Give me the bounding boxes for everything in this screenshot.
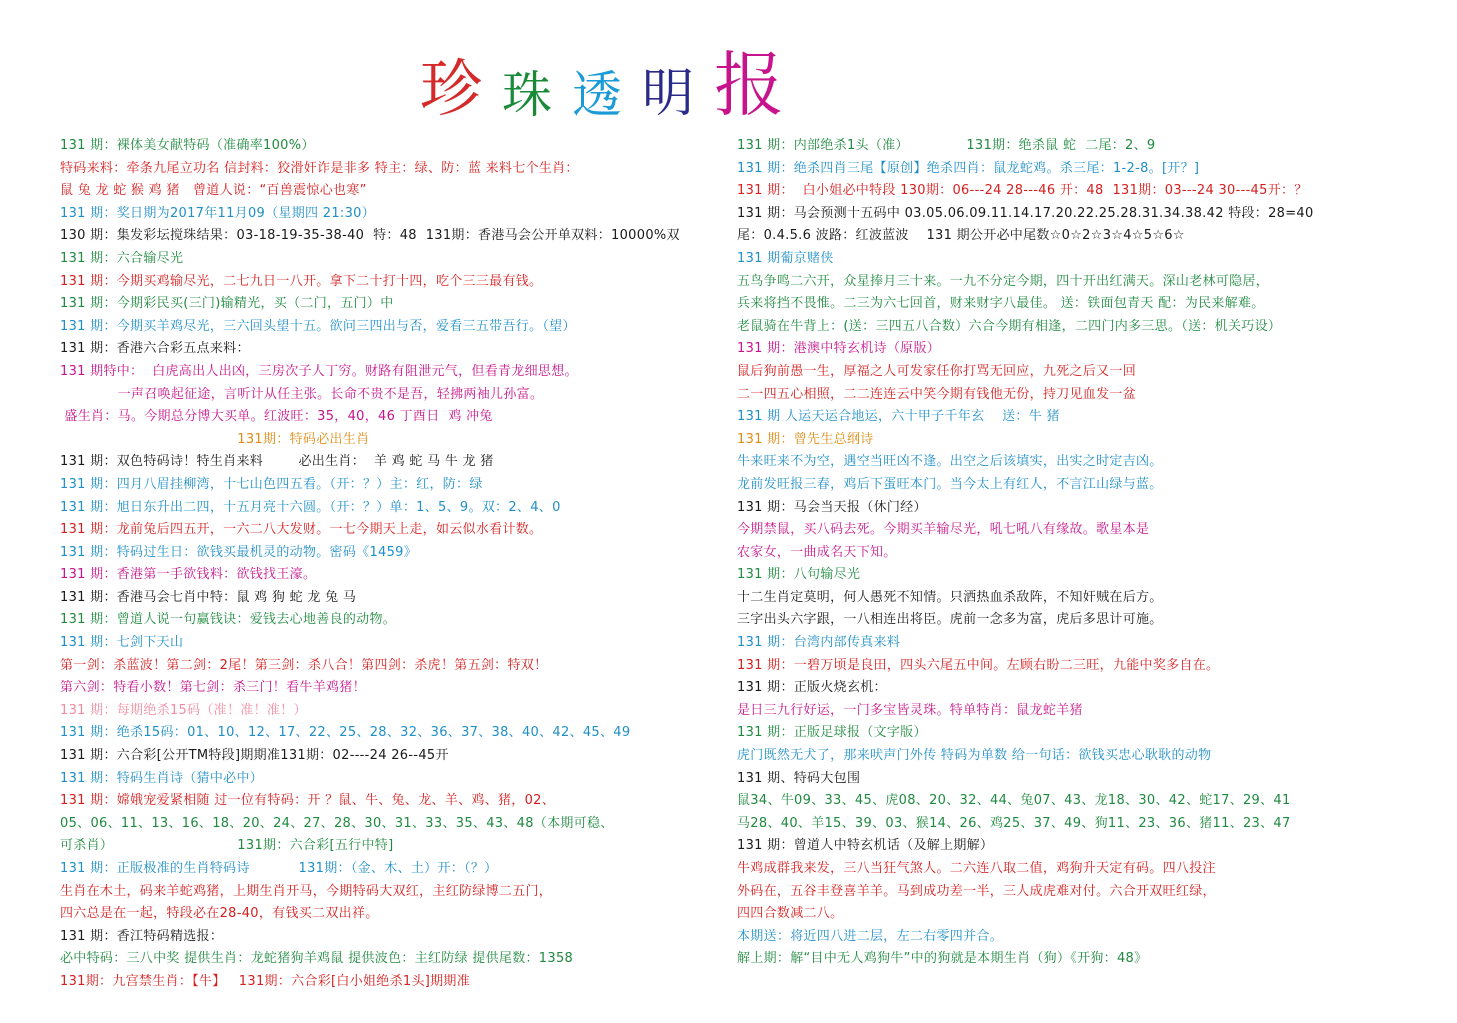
text-line: 鼠34、牛09、33、45、虎08、20、32、44、兔07、43、龙18、30、42、蛇17、29、41 <box>737 793 1291 809</box>
text-line: 是日三九行好运，一门多宝皆灵珠。特单特肖：鼠龙蛇羊猪 <box>737 702 1083 718</box>
text-line: 131 期：四月八眉挂柳湾，十七山色四五看。（开：？）主：红，防：绿 <box>60 476 483 492</box>
text-line: 牛鸡成群我来发，三八当狂气煞人。二六连八取二值，鸡狗升天定有码。四八投注 <box>737 861 1216 876</box>
text-line: 虎门既然无犬了，那来吠声门外传 特码为单数 给一句话：欲钱买忠心耿耿的动物 <box>737 748 1212 764</box>
text-line: 本期送：将近四八进二层，左二右零四并合。 <box>737 928 1004 944</box>
text-line: 131 期：嫦娥宠爱紧相随 过一位有特码：开 ？鼠、牛、兔、龙、羊、鸡、猪，02、 <box>60 793 556 809</box>
text-line: 农家女，一曲成名天下知。 <box>737 544 897 560</box>
text-line: 131 期：奖日期为2017年11月09（星期四 21:30） <box>60 205 376 221</box>
text-line: 131 期：每期绝杀15码（准！准！准！） <box>60 702 307 718</box>
text-line: 四四合数减二八。 <box>737 906 844 922</box>
text-line: 131 期：马会当天报（休门经） <box>737 499 927 515</box>
text-line: 第一剑：杀蓝波！第二剑：2尾！第三剑：杀八合！第四剑：杀虎！第五剑：特双！ <box>60 657 548 673</box>
text-line: 131 期：港澳中特玄机诗（原版） <box>737 341 941 357</box>
text-line: 可杀肖） 131期：六合彩[五行中特] <box>60 838 394 854</box>
text-line: 131 期：绝杀15码：01、10、12、17、22、25、28、32、36、37、38、40、42、45、49 <box>60 725 631 741</box>
text-line: 兵来将挡不畏惟。二三为六七回首，财来财字八最佳。 送：铁面包青天 配：为民来解难。 <box>737 296 1265 312</box>
text-line: 131 期：龙前兔后四五开，一六二八大发财。一七今期天上走，如云似水看计数。 <box>60 522 543 538</box>
newspaper-title <box>420 30 920 126</box>
title-char: 报 <box>714 44 785 126</box>
text-line: 131 期：马会预测十五码中 03.05.06.09.11.14.17.20.22.25.28.31.34.38.42 特段：28=40 <box>737 205 1314 221</box>
right-column <box>737 135 1437 971</box>
text-line: 131 期：一碧万顷是良田，四头六尾五中间。左顾右盼二三旺，九能中奖多自在。 <box>737 657 1220 673</box>
text-line: 盛生肖：马。今期总分博大买单。红波旺：35，40，46 丁酉日 鸡 冲兔 <box>60 409 493 425</box>
text-line: 131 期特中： 白虎高出人出凶，三房次子人丁穷。财路有阻泄元气，但看青龙细思想。 <box>60 363 578 379</box>
text-line: 131 期：七剑下天山 <box>60 635 184 651</box>
text-line: 131 期：八句输尽光 <box>737 567 861 583</box>
text-line: 第六剑：特看小数！第七剑：杀三门！看牛羊鸡猪！ <box>60 680 366 696</box>
text-line: 131 期：今期买鸡输尽光，二七九日一八开。拿下二十打十四，吃个三三最有钱。 <box>60 273 543 289</box>
title-char: 透 <box>572 66 623 124</box>
text-line: 131 期：绝杀四肖三尾【原创】绝杀四肖：鼠龙蛇鸡。杀三尾：1-2-8。[开？] <box>737 160 1200 176</box>
text-line: 一声召唤起征途，言听计从任主张。长命不贵不是吾，轻拂两袖儿孙富。 <box>60 386 544 402</box>
text-line: 生肖在木土，码来羊蛇鸡猪，上期生肖开马，今期特码大双红，主红防绿博二五门， <box>60 883 553 899</box>
left-column <box>60 135 750 994</box>
text-line: 鼠 兔 龙 蛇 猴 鸡 猪 曾道人说：“百兽震惊心也寒” <box>60 183 367 199</box>
text-line: 老鼠骑在牛背上：(送：三四五八合数）六合今期有相逢，二四门内多三思。（送：机关巧设） <box>737 318 1282 334</box>
text-line: 四六总是在一起，特段必在28-40，有钱买二双出祥。 <box>60 906 379 922</box>
text-line: 131 期：六合彩[公开TM特段]期期准131期：02----24 26--45开 <box>60 748 449 764</box>
text-line: 131 期：香江特码精选报： <box>60 928 224 944</box>
text-line: 131 期：今期彩民买(三门)输精光，买（二门，五门）中 <box>60 296 394 312</box>
text-line: 131 期、特码大包围 <box>737 770 861 786</box>
title-char: 珠 <box>502 66 553 124</box>
text-line: 131 期 人运天运合地运，六十甲子千年玄 送：牛 猪 <box>737 409 1060 425</box>
text-line: 尾：0.4.5.6 波路：红波蓝波 131 期公开必中尾数☆0☆2☆3☆4☆5☆6☆ <box>737 228 1185 244</box>
text-line: 131 期：六合输尽光 <box>60 250 184 266</box>
text-line: 五鸟争鸣二六开，众星捧月三十来。一九不分定今期，四十开出红满天。深山老林可隐居， <box>737 273 1270 289</box>
text-line: 131 期：香港六合彩五点来料： <box>60 341 250 357</box>
text-line: 131 期：裸体美女献特码（准确率100%） <box>60 138 315 153</box>
text-line: 131 期：正版极准的生肖特码诗 131期：（金、木、土）开：（？） <box>60 861 498 876</box>
text-line: 131 期：曾先生总纲诗 <box>737 431 874 447</box>
text-line: 131 期：特码过生日：欲钱买最机灵的动物。密码《1459》 <box>60 544 418 560</box>
text-line: 131期：特码必出生肖 <box>60 431 370 447</box>
text-line: 131 期：正版足球报（文字版） <box>737 725 927 741</box>
text-line: 马28、40、羊15、39、03、猴14、26、鸡25、37、49、狗11、23、36、猪11、23、47 <box>737 815 1291 831</box>
text-line: 131期：九宫禁生肖：【牛】 131期：六合彩[白小姐绝杀1头]期期准 <box>60 973 471 989</box>
text-line: 131 期： 白小姐必中特段 130期：06---24 28---46 开：48 131期：03---24 30---45开：？ <box>737 183 1308 199</box>
text-line: 今期禁鼠，买八码去死。今期买羊输尽光，吼七吼八有缘故。歌星本是 <box>737 522 1150 538</box>
text-line: 131 期：旭日东升出二四，十五月亮十六圆。（开：？）单：1、5、9。双：2、4、0 <box>60 499 561 515</box>
text-line: 必中特码：三八中奖 提供生肖：龙蛇猪狗羊鸡鼠 提供波色：主红防绿 提供尾数：1358 <box>60 951 574 967</box>
text-line: 131 期：正版火烧玄机： <box>737 680 887 696</box>
text-line: 鼠后狗前愚一生，厚福之人可发家任你打骂无回应，九死之后又一回 <box>737 363 1137 379</box>
text-line: 131 期：特码生肖诗（猜中必中） <box>60 770 264 786</box>
text-line: 130 期：集发彩坛搅珠结果：03-18-19-35-38-40 特：48 131期：香港马会公开单双料：10000%双 <box>60 228 680 244</box>
text-line: 二一四五心相照，二二连连云中笑今期有钱他无份，持刀见血发一盆 <box>737 386 1137 402</box>
text-line: 131 期：台湾内部传真来料 <box>737 635 901 651</box>
text-line: 十二生肖定莫明，何人愚死不知情。只洒热血杀敌阵，不知奸贼在后方。 <box>737 589 1163 605</box>
text-line: 131 期：曾道人中特玄机话（及解上期解） <box>737 838 994 854</box>
text-line: 龙前发旺报三春，鸡后下蛋旺本门。当今太上有红人，不言江山绿与蓝。 <box>737 476 1163 492</box>
text-line: 131 期：内部绝杀1头（准） 131期：绝杀鼠 蛇 二尾：2、9 <box>737 138 1156 153</box>
text-line: 三字出头六字跟，一八相连出将臣。虎前一念多为富，虎后多思计可施。 <box>737 612 1163 628</box>
title-char: 明 <box>642 64 695 124</box>
text-line: 131 期：曾道人说一句赢钱诀：爱钱去心地善良的动物。 <box>60 612 397 628</box>
text-line: 131 期：双色特码诗！特生肖来料 必出生肖： 羊 鸡 蛇 马 牛 龙 猪 <box>60 454 494 470</box>
text-line: 131 期：今期买羊鸡尽光，三六回头望十五。欲问三四出与否，爱看三五带吾行。（望） <box>60 318 576 334</box>
title-char: 珍 <box>420 52 483 125</box>
text-line: 131 期葡京赌侠 <box>737 250 834 266</box>
text-line: 131 期：香港马会七肖中特：鼠 鸡 狗 蛇 龙 兔 马 <box>60 589 357 605</box>
text-line: 131 期：香港第一手欲钱料：欲钱找王濠。 <box>60 567 317 583</box>
text-line: 牛来旺来不为空，遇空当旺凶不逢。出空之后该填实，出实之时定吉凶。 <box>737 454 1163 470</box>
text-line: 解上期：解“目中无人鸡狗牛”中的狗就是本期生肖（狗）《开狗：48》 <box>737 951 1148 967</box>
text-line: 特码来料：牵条九尾立功名 信封料：狡滑奸诈是非多 特主：绿、防：蓝 来料七个生肖： <box>60 160 579 176</box>
text-line: 05、06、11、13、16、18、20、24、27、28、30、31、33、35、43、48（本期可稳、 <box>60 815 614 831</box>
text-line: 外码在，五谷丰登喜羊羊。马到成功差一半，三人成虎难对付。六合开双旺红绿， <box>737 883 1216 899</box>
